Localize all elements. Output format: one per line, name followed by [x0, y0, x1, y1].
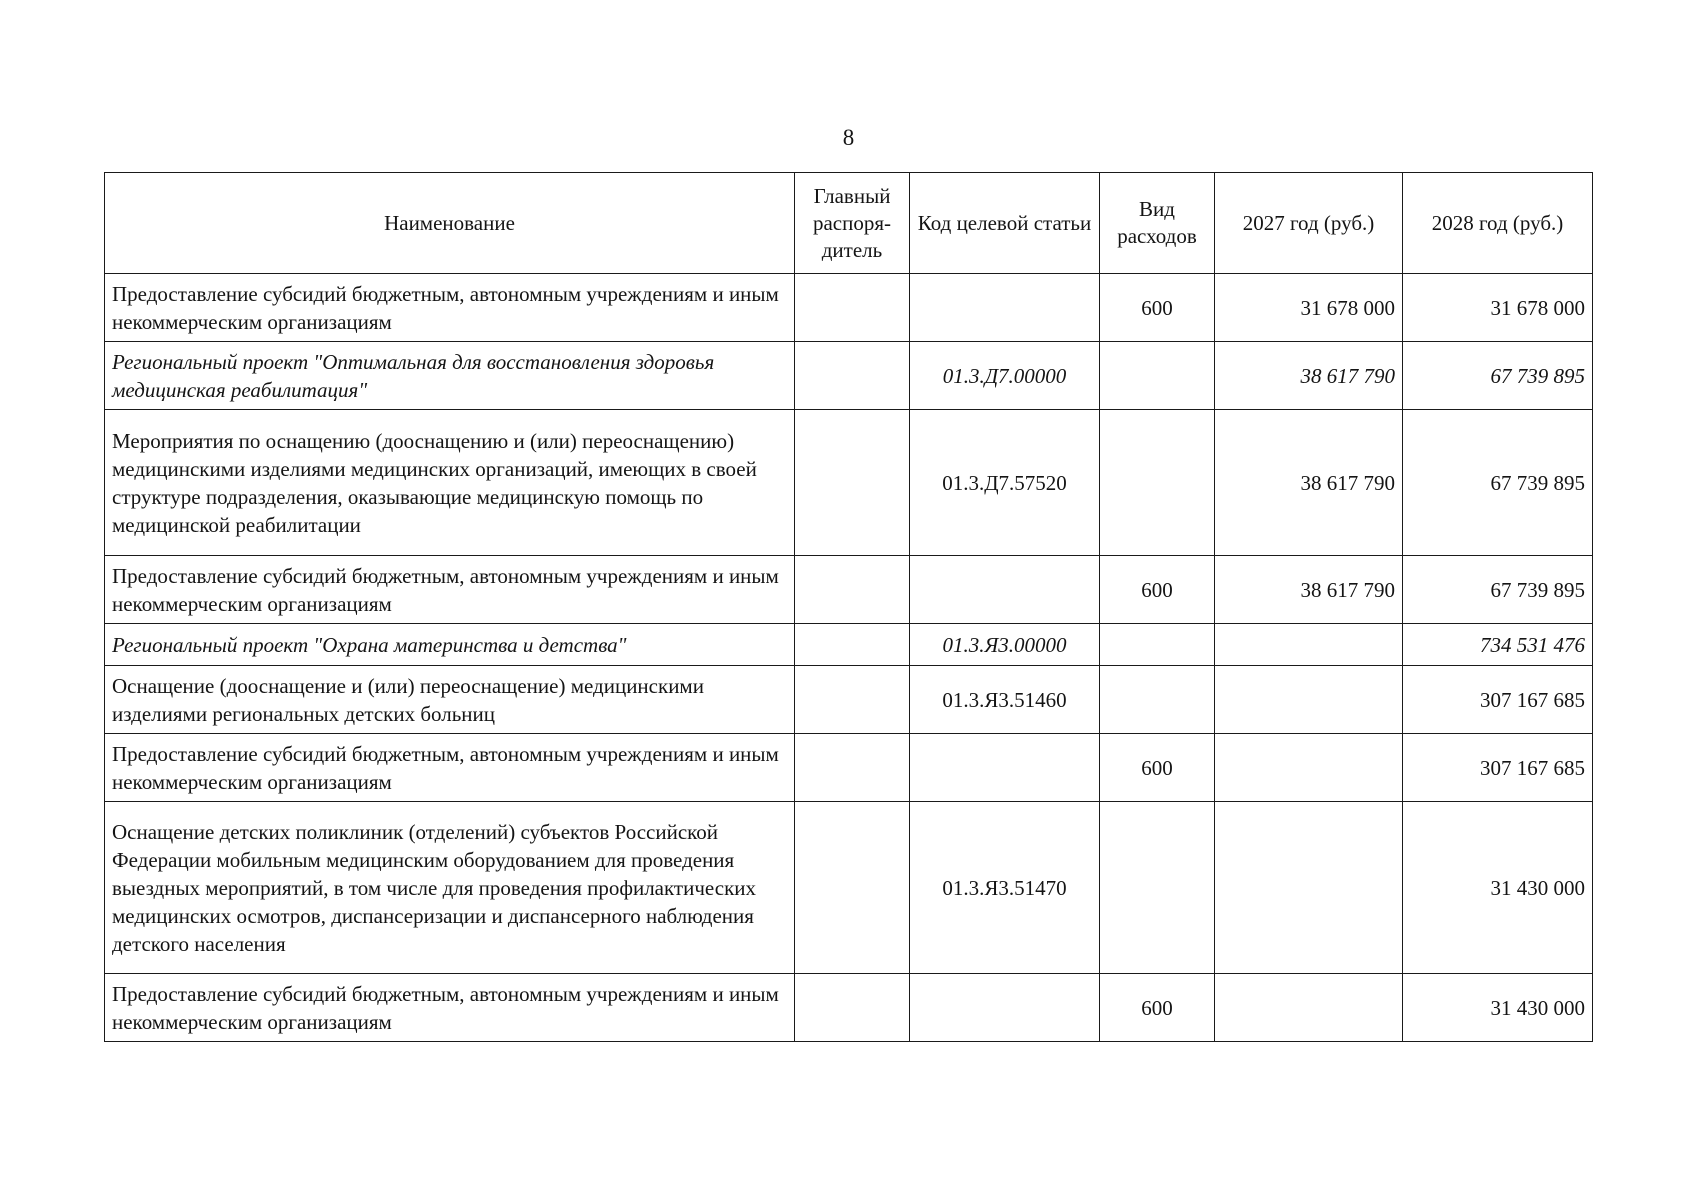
header-manager: Главный распоря-дитель	[795, 173, 910, 274]
table-row	[105, 974, 1593, 1042]
cell-2028: 31 430 000	[1403, 802, 1593, 974]
cell-manager	[795, 556, 910, 624]
table-header-row	[105, 173, 1593, 274]
cell-2027: 38 617 790	[1215, 342, 1403, 410]
cell-code: 01.3.Я3.51470	[910, 802, 1100, 974]
cell-name: Предоставление субсидий бюджетным, автономным учреждениям и иным некоммерческим организациям	[105, 974, 795, 1042]
cell-2027: 38 617 790	[1215, 410, 1403, 556]
table-row	[105, 666, 1593, 734]
cell-code: 01.3.Д7.00000	[910, 342, 1100, 410]
table-row	[105, 410, 1593, 556]
table-row	[105, 556, 1593, 624]
cell-manager	[795, 342, 910, 410]
cell-expense-type	[1100, 802, 1215, 974]
cell-expense-type: 600	[1100, 274, 1215, 342]
header-2028: 2028 год (руб.)	[1403, 173, 1593, 274]
cell-2027: 38 617 790	[1215, 556, 1403, 624]
cell-2027	[1215, 624, 1403, 666]
cell-name: Оснащение (дооснащение и (или) переоснащение) медицинскими изделиями региональных детских больниц	[105, 666, 795, 734]
cell-manager	[795, 274, 910, 342]
table-body	[105, 274, 1593, 1042]
cell-code: 01.3.Я3.00000	[910, 624, 1100, 666]
cell-2028: 67 739 895	[1403, 556, 1593, 624]
cell-manager	[795, 410, 910, 556]
cell-code: 01.3.Я3.51460	[910, 666, 1100, 734]
table-row	[105, 802, 1593, 974]
cell-expense-type	[1100, 410, 1215, 556]
cell-expense-type: 600	[1100, 556, 1215, 624]
cell-2027	[1215, 734, 1403, 802]
cell-name: Предоставление субсидий бюджетным, автономным учреждениям и иным некоммерческим организациям	[105, 734, 795, 802]
header-name: Наименование	[105, 173, 795, 274]
cell-name: Мероприятия по оснащению (дооснащению и (или) переоснащению) медицинскими изделиями медицинских организаций, имеющих в своей структуре подразделения, оказывающие медицинскую помощь по медицинской реабилитации	[105, 410, 795, 556]
cell-code	[910, 734, 1100, 802]
cell-name: Региональный проект "Оптимальная для восстановления здоровья медицинская реабилитация"	[105, 342, 795, 410]
cell-code	[910, 556, 1100, 624]
cell-expense-type: 600	[1100, 734, 1215, 802]
cell-code: 01.3.Д7.57520	[910, 410, 1100, 556]
cell-2028: 307 167 685	[1403, 734, 1593, 802]
cell-manager	[795, 666, 910, 734]
header-expense-type: Вид расходов	[1100, 173, 1215, 274]
cell-expense-type: 600	[1100, 974, 1215, 1042]
cell-manager	[795, 624, 910, 666]
table-row	[105, 734, 1593, 802]
cell-2028: 734 531 476	[1403, 624, 1593, 666]
cell-2027	[1215, 666, 1403, 734]
cell-2027	[1215, 802, 1403, 974]
cell-2028: 67 739 895	[1403, 410, 1593, 556]
cell-expense-type	[1100, 666, 1215, 734]
cell-manager	[795, 734, 910, 802]
cell-expense-type	[1100, 624, 1215, 666]
header-code: Код целевой статьи	[910, 173, 1100, 274]
cell-code	[910, 974, 1100, 1042]
table-row	[105, 342, 1593, 410]
cell-expense-type	[1100, 342, 1215, 410]
cell-code	[910, 274, 1100, 342]
cell-name: Оснащение детских поликлиник (отделений) субъектов Российской Федерации мобильным медицинским оборудованием для проведения выездных мероприятий, в том числе для проведения профилактических медицинских осмотров, диспансеризации и диспансерного наблюдения детского населения	[105, 802, 795, 974]
cell-name: Предоставление субсидий бюджетным, автономным учреждениям и иным некоммерческим организациям	[105, 556, 795, 624]
cell-2027: 31 678 000	[1215, 274, 1403, 342]
table-row	[105, 274, 1593, 342]
cell-2027	[1215, 974, 1403, 1042]
cell-name: Региональный проект "Охрана материнства и детства"	[105, 624, 795, 666]
cell-2028: 31 678 000	[1403, 274, 1593, 342]
cell-2028: 67 739 895	[1403, 342, 1593, 410]
cell-manager	[795, 974, 910, 1042]
cell-manager	[795, 802, 910, 974]
table-row	[105, 624, 1593, 666]
cell-2028: 307 167 685	[1403, 666, 1593, 734]
cell-2028: 31 430 000	[1403, 974, 1593, 1042]
header-2027: 2027 год (руб.)	[1215, 173, 1403, 274]
page-number: 8	[842, 125, 855, 150]
cell-name: Предоставление субсидий бюджетным, автономным учреждениям и иным некоммерческим организациям	[105, 274, 795, 342]
budget-table	[104, 172, 1593, 1042]
